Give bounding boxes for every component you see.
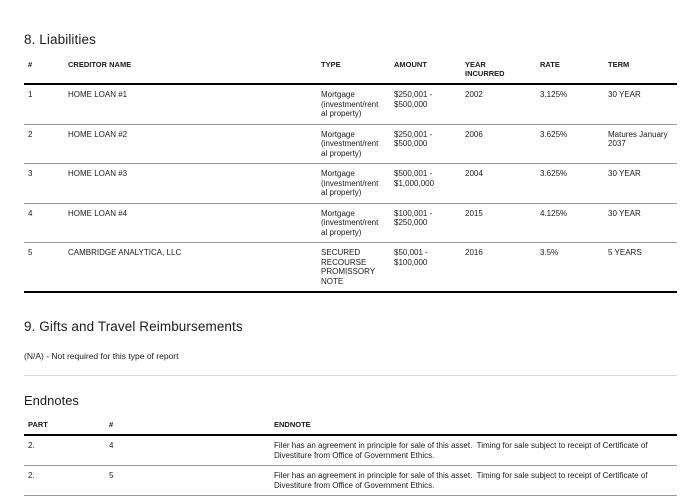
cell-term: 5 YEARS	[604, 243, 677, 293]
cell-creditor: CAMBRIDGE ANALYTICA, LLC	[64, 243, 317, 293]
endnote-row	[24, 435, 677, 466]
section-divider	[24, 375, 677, 376]
cell-amount: $50,001 - $100,000	[390, 243, 461, 293]
cell-year: 2004	[461, 164, 536, 204]
cell-part: 2.	[24, 435, 105, 466]
col-header-amount: AMOUNT	[390, 60, 461, 84]
col-header-year	[461, 60, 536, 84]
liabilities-heading: 8. Liabilities	[24, 32, 96, 47]
endnotes-table	[24, 420, 677, 496]
col-header-num: #	[24, 60, 64, 84]
col-header-part: PART	[24, 420, 105, 435]
cell-rate: 3.125%	[536, 84, 604, 124]
liability-row	[24, 243, 677, 293]
col-header-term: TERM	[604, 60, 677, 84]
col-header-type: TYPE	[317, 60, 390, 84]
cell-num: 5	[24, 243, 64, 293]
cell-term: Matures January 2037	[604, 124, 677, 164]
cell-creditor: HOME LOAN #2	[64, 124, 317, 164]
cell-term: 30 YEAR	[604, 84, 677, 124]
endnotes-header-row	[24, 420, 677, 435]
cell-amount: $500,001 - $1,000,000	[390, 164, 461, 204]
col-header-rate: RATE	[536, 60, 604, 84]
cell-term: 30 YEAR	[604, 203, 677, 243]
cell-year: 2002	[461, 84, 536, 124]
cell-creditor: HOME LOAN #3	[64, 164, 317, 204]
cell-part: 2.	[24, 466, 105, 496]
cell-endnote-num: 4	[105, 435, 270, 466]
liability-row	[24, 164, 677, 204]
cell-type: SECURED RECOURSE PROMISSORY NOTE	[317, 243, 390, 293]
col-header-year-label: YEAR INCURRED	[465, 60, 505, 78]
cell-amount: $100,001 - $250,000	[390, 203, 461, 243]
endnotes-section	[24, 393, 677, 496]
liability-row	[24, 84, 677, 124]
cell-creditor: HOME LOAN #4	[64, 203, 317, 243]
cell-creditor: HOME LOAN #1	[64, 84, 317, 124]
liability-row	[24, 124, 677, 164]
liabilities-table	[24, 60, 677, 293]
gifts-section	[24, 319, 677, 376]
cell-rate: 3.625%	[536, 164, 604, 204]
cell-amount: $250,001 - $500,000	[390, 84, 461, 124]
liability-row	[24, 203, 677, 243]
col-header-endnote-num: #	[105, 420, 270, 435]
cell-num: 1	[24, 84, 64, 124]
cell-year: 2016	[461, 243, 536, 293]
cell-amount: $250,001 - $500,000	[390, 124, 461, 164]
col-header-endnote: ENDNOTE	[270, 420, 677, 435]
cell-term: 30 YEAR	[604, 164, 677, 204]
cell-num: 4	[24, 203, 64, 243]
cell-num: 3	[24, 164, 64, 204]
cell-endnote: Filer has an agreement in principle for sale of this asset. Timing for sale subject to receipt of Certificate of Divestiture from Office of Government Ethics.	[270, 435, 677, 466]
liabilities-header-row	[24, 60, 677, 84]
cell-type: Mortgage (investment/rental property)	[317, 164, 390, 204]
cell-endnote: Filer has an agreement in principle for sale of this asset. Timing for sale subject to receipt of Certificate of Divestiture from Office of Government Ethics.	[270, 466, 677, 496]
cell-year: 2006	[461, 124, 536, 164]
cell-type: Mortgage (investment/rental property)	[317, 84, 390, 124]
cell-num: 2	[24, 124, 64, 164]
cell-type: Mortgage (investment/rental property)	[317, 203, 390, 243]
cell-rate: 3.625%	[536, 124, 604, 164]
endnotes-heading: Endnotes	[24, 393, 79, 408]
gifts-heading: 9. Gifts and Travel Reimbursements	[24, 319, 243, 334]
cell-endnote-num: 5	[105, 466, 270, 496]
endnote-row	[24, 466, 677, 496]
cell-rate: 3.5%	[536, 243, 604, 293]
col-header-creditor: CREDITOR NAME	[64, 60, 317, 84]
cell-rate: 4.125%	[536, 203, 604, 243]
gifts-na-note: (N/A) - Not required for this type of report	[24, 351, 179, 361]
cell-type: Mortgage (investment/rental property)	[317, 124, 390, 164]
liabilities-section	[24, 32, 677, 293]
cell-year: 2015	[461, 203, 536, 243]
